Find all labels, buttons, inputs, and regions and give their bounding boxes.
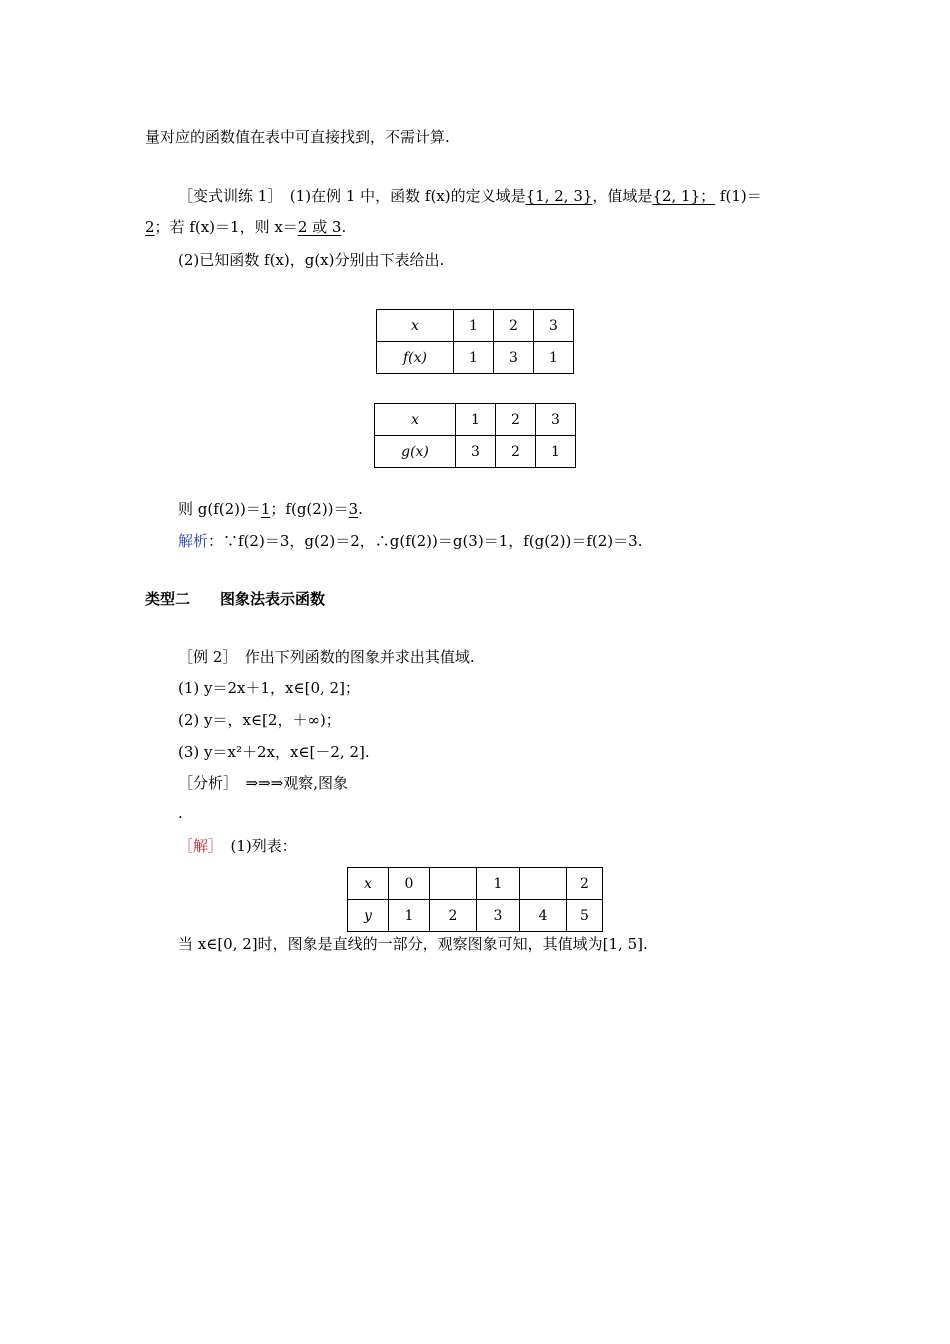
answer-line [178,836,297,856]
then-line [178,499,363,519]
then-text-b: ；f(g(2))＝ [270,500,349,518]
table-row [348,868,603,900]
table-cell: 2 [430,900,477,932]
text-line-top: 量对应的函数值在表中可直接找到，不需计算. [145,128,450,146]
then-answer-1: 1 [260,500,271,518]
conclusion-line: 当 x∈[0, 2]时，图象是直线的一部分，观察图象可知，其值域为[1, 5]. [178,935,648,953]
solution-text: ：∵f(2)＝3，g(2)＝2，∴g(f(2))＝g(3)＝1，f(g(2))＝f(2)＝3. [208,532,643,550]
section-title: 类型二 图象法表示函数 [145,590,326,608]
table-cell: 3 [477,900,520,932]
answer-label: ［解］ [178,837,216,855]
answer-text: (1)列表： [215,837,297,855]
table-cell: 3 [534,310,574,342]
table-g [374,403,576,468]
table-row [348,900,603,932]
table-cell: 1 [454,342,494,374]
analysis-dot: . [178,804,183,822]
table-cell: 5 [567,900,603,932]
table-cell: x [377,310,454,342]
variant-line-2 [145,217,346,237]
table-cell: 1 [456,404,496,436]
variant-text-d: ；若 f(x)＝1，则 x＝ [154,218,298,236]
table-cell: 2 [494,310,534,342]
example2-item-3: (3) y＝x²＋2x，x∈[－2, 2]. [178,743,370,761]
variant-text-e: . [341,218,347,236]
then-answer-2: 3 [348,500,359,518]
table-cell: 1 [454,310,494,342]
table-row [377,310,574,342]
analysis-line: ［分析］ ⇒⇒⇒观察,图象 [178,774,348,792]
table-cell: 3 [456,436,496,468]
example2-item-1: (1) y＝2x＋1，x∈[0, 2]； [178,679,360,697]
range-answer: {2, 1}； [652,187,716,205]
variant-text-a: ［变式训练 1］ (1)在例 1 中，函数 f(x)的定义域是 [178,187,526,205]
then-text-c: . [358,500,363,518]
variant-line-3: (2)已知函数 f(x)，g(x)分别由下表给出. [178,251,445,269]
table-cell: 3 [536,404,576,436]
table-cell: 1 [477,868,520,900]
solution-label: 解析 [178,532,209,550]
table-cell [520,868,567,900]
table-cell: 0 [389,868,430,900]
variant-text-c: f(1)＝ [715,187,762,205]
table-cell: x [375,404,456,436]
table-row [377,342,574,374]
table-cell: g(x) [375,436,456,468]
table-cell: 2 [496,404,536,436]
table-cell: f(x) [377,342,454,374]
table-cell: 3 [494,342,534,374]
table-cell: 1 [389,900,430,932]
variant-text-b: ，值域是 [592,187,653,205]
table-cell: 1 [536,436,576,468]
table-cell [430,868,477,900]
domain-answer: {1, 2, 3} [525,187,593,205]
table-row [375,404,576,436]
table-f [376,309,574,374]
table-cell: y [348,900,389,932]
table-cell: 4 [520,900,567,932]
then-text-a: 则 g(f(2))＝ [178,500,261,518]
table-cell: 2 [567,868,603,900]
variant-line-1 [178,186,762,206]
table-row [375,436,576,468]
example2-item-2: (2) y＝，x∈[2，＋∞)； [178,711,341,729]
table-cell: 1 [534,342,574,374]
solution-line [178,531,642,551]
f1-answer: 2 [145,218,155,236]
table-cell: x [348,868,389,900]
example2-line-1: ［例 2］ 作出下列函数的图象并求出其值域. [178,648,475,666]
table-cell: 2 [496,436,536,468]
x-answer: 2 或 3 [297,218,342,236]
table-xy [347,867,603,932]
